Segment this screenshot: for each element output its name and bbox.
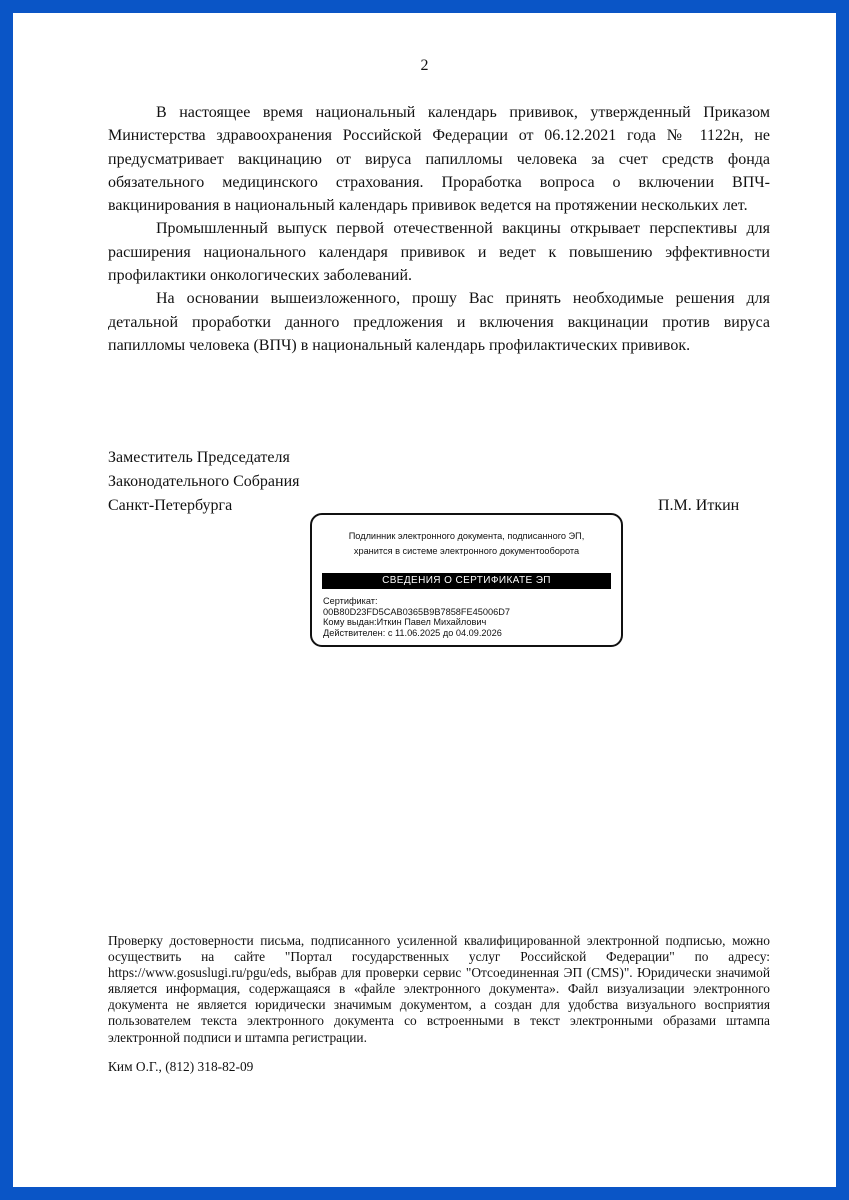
paragraph-2: Промышленный выпуск первой отечественной вакцины открывает перспективы для расширения национального календаря прививок и ведет к повышению эффективности профилактики онкологических заболеваний.: [108, 220, 770, 285]
certificate-owner: Кому выдан:Иткин Павел Михайлович: [323, 617, 487, 627]
signatory-name: П.М. Иткин: [658, 497, 740, 514]
stamp-header: [312, 529, 621, 559]
page-number: 2: [420, 57, 429, 74]
stamp-header-line-1: Подлинник электронного документа, подписанного ЭП,: [348, 531, 585, 541]
document-page: [13, 13, 836, 1187]
certificate-validity: Действителен: с 11.06.2025 до 04.09.2026: [323, 627, 502, 638]
position-line-3: Санкт-Петербурга: [108, 497, 233, 514]
electronic-signature-stamp: [310, 513, 623, 647]
signatory-position: [108, 446, 300, 518]
letter-body: [108, 101, 770, 357]
paragraph-1: В настоящее время национальный календарь прививок, утвержденный Приказом Министерства здравоохранения Российской Федерации от 06.12.2021 года № 1122н, не предусматривает вакцинацию от вируса папилломы человека за счет средств фонда обязательного медицинского страхования. Проработка вопроса о включении ВПЧ-вакцинирования в национальный календарь прививок ведется на протяжении нескольких лет.: [108, 104, 770, 215]
certificate-number: 00B80D23FD5CAB0365B9B7858FE45006D7: [323, 606, 510, 617]
position-line-1: Заместитель Председателя: [108, 449, 290, 466]
paragraph-3: На основании вышеизложенного, прошу Вас принять необходимые решения для детальной проработки данного предложения и включения вакцинации против вируса папилломы человека (ВПЧ) в национальный календарь профилактических прививок.: [108, 290, 770, 354]
stamp-header-line-2: хранится в системе электронного документооборота: [353, 546, 580, 556]
position-line-2: Законодательного Собрания: [108, 473, 300, 490]
certificate-label: Сертификат:: [323, 596, 378, 606]
stamp-title-bar: СВЕДЕНИЯ О СЕРТИФИКАТЕ ЭП: [322, 573, 611, 589]
certificate-info: [323, 596, 510, 638]
verification-note: Проверку достоверности письма, подписанного усиленной квалифицированной электронной подписью, можно осуществить на сайте "Портал государственных услуг Российской Федерации" по адресу: https://www.gosuslugi.ru/pgu/eds, выбрав для проверки сервис "Отсоединенная ЭП (CMS)". Юридически значимой является информация, содержащаяся в «файле электронного документа». Файл визуализации электронного документа не является юридически значимым документом, а создан для удобства визуального восприятия пользователем текста электронного документа со встроенными в текст электронными образами штампа электронной подписи и штампа регистрации.: [108, 933, 770, 1045]
contact-line: Ким О.Г., (812) 318-82-09: [108, 1059, 254, 1074]
